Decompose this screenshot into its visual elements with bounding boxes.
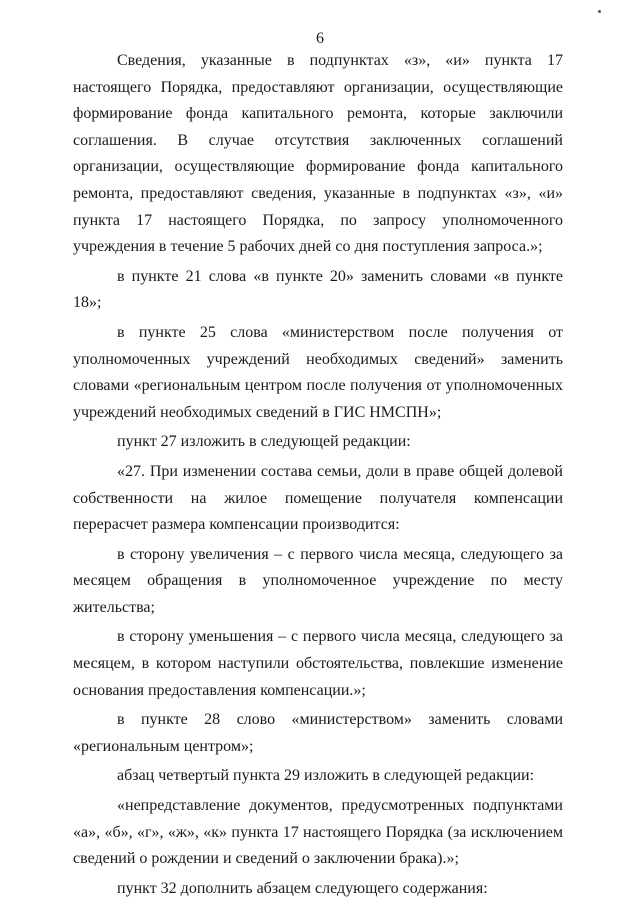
page-number: 6 <box>316 30 324 47</box>
paragraph: в пункте 21 слова «в пункте 20» заменить словами «в пункте 18»; <box>73 267 563 312</box>
paragraph: «27. При изменении состава семьи, доли в праве общей долевой собственности на жилое помещение получателя компенсации перерасчет размера компенсации производится: <box>73 462 563 534</box>
paragraph: в пункте 25 слова «министерством после получения от уполномоченных учреждений необходимых сведений» заменить словами «региональным центром после получения от уполномоченных учреждений необходимых сведений в ГИС НМСПН»; <box>73 323 563 421</box>
paragraph: Сведения, указанные в подпунктах «з», «и» пункта 17 настоящего Порядка, предоставляют организации, осуществляющие формирование фонда капитального ремонта, которые заключили соглашения. В случае отсутствия заключенных соглашений организации, осуществляющие формирование фонда капитального ремонта, предоставляют сведения, указанные в подпунктах «з», «и» пункта 17 настоящего Порядка, по запросу уполномоченного учреждения в течение 5 рабочих дней со дня поступления запроса.»; <box>73 52 563 256</box>
paragraph: в сторону уменьшения – с первого числа месяца, следующего за месяцем, в котором наступили обстоятельства, повлекшие изменение основания предоставления компенсации.»; <box>73 628 563 699</box>
corner-mark <box>598 10 601 13</box>
paragraph: абзац четвертый пункта 29 изложить в следующей редакции: <box>117 767 535 785</box>
paragraph: в пункте 28 слово «министерством» заменить словами «региональным центром»; <box>73 711 563 755</box>
paragraph: «непредставление документов, предусмотренных подпунктами «а», «б», «г», «ж», «к» пункта 17 настоящего Порядка (за исключением сведений о рождении и сведений о заключении брака).»; <box>73 797 563 868</box>
paragraph: в сторону увеличения – с первого числа месяца, следующего за месяцем обращения в уполномоченное учреждение по месту жительства; <box>73 545 563 616</box>
paragraph: пункт 27 изложить в следующей редакции: <box>117 433 411 451</box>
paragraph: пункт 32 дополнить абзацем следующего содержания: <box>117 879 488 897</box>
document-body <box>73 48 563 902</box>
